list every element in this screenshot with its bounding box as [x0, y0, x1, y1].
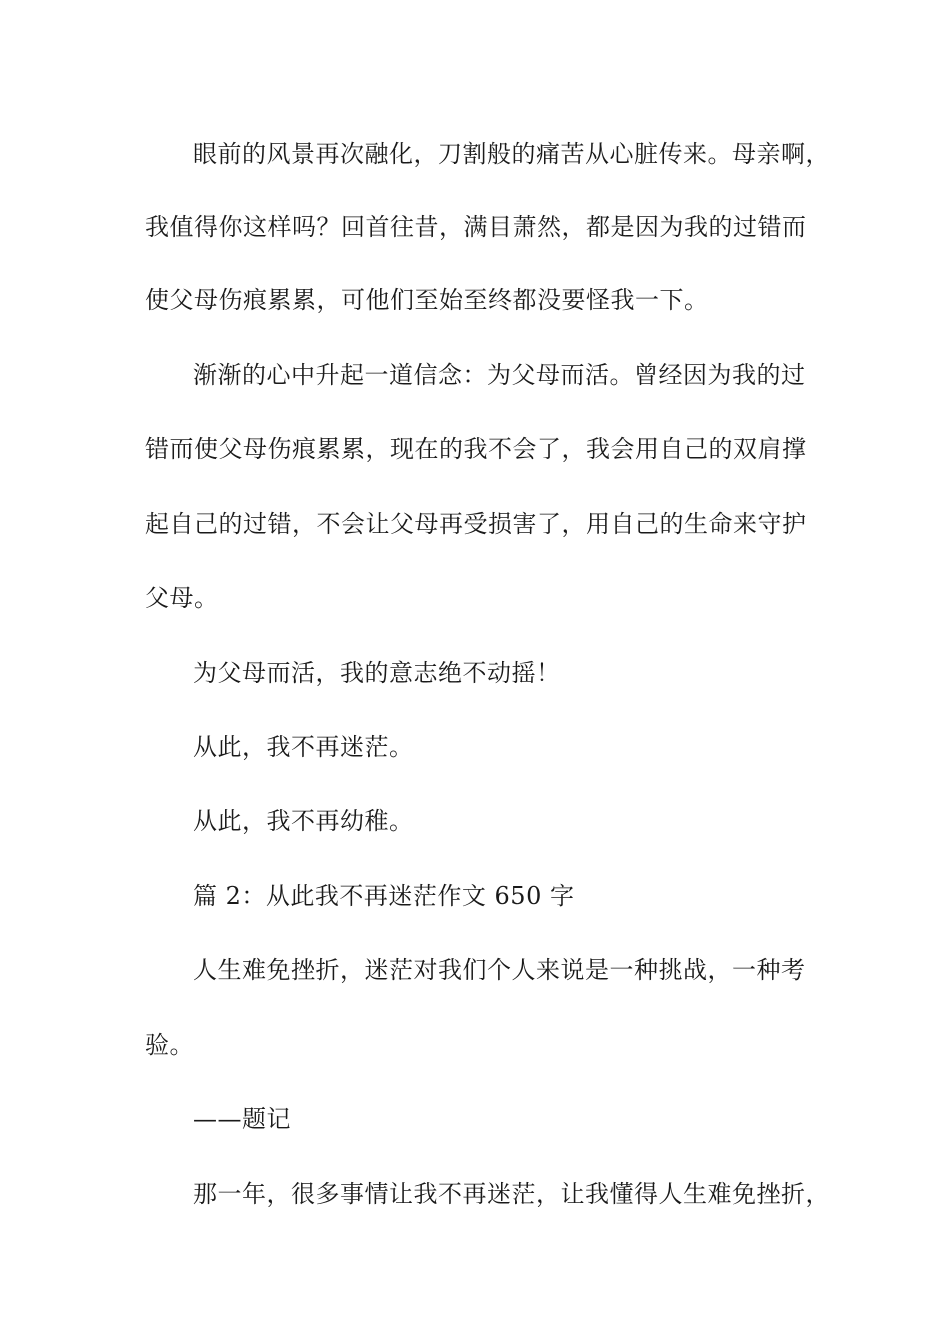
- paragraph-line: 验。: [145, 1031, 194, 1059]
- paragraph-line: 那一年，很多事情让我不再迷茫，让我懂得人生难免挫折，: [193, 1180, 830, 1208]
- paragraph-line: 眼前的风景再次融化，刀割般的痛苦从心脏传来。母亲啊，: [193, 140, 830, 168]
- paragraph-line: 父母。: [145, 584, 219, 612]
- paragraph-line: 从此，我不再幼稚。: [193, 807, 414, 835]
- paragraph-line: 从此，我不再迷茫。: [193, 733, 414, 761]
- paragraph-line: 渐渐的心中升起一道信念：为父母而活。曾经因为我的过: [193, 361, 806, 389]
- paragraph-line: 使父母伤痕累累，可他们至始至终都没要怪我一下。: [145, 286, 709, 314]
- paragraph-line: 人生难免挫折，迷茫对我们个人来说是一种挑战，一种考: [193, 956, 806, 984]
- paragraph-line: 起自己的过错，不会让父母再受损害了，用自己的生命来守护: [145, 510, 807, 538]
- paragraph-line: 错而使父母伤痕累累，现在的我不会了，我会用自己的双肩撑: [145, 435, 807, 463]
- paragraph-line: 我值得你这样吗？回首往昔，满目萧然，都是因为我的过错而: [145, 213, 807, 241]
- paragraph-line: 为父母而活，我的意志绝不动摇！: [193, 659, 561, 687]
- section-heading: 篇 2：从此我不再迷茫作文 650 字: [193, 882, 575, 910]
- epigraph-note: ——题记: [193, 1105, 291, 1133]
